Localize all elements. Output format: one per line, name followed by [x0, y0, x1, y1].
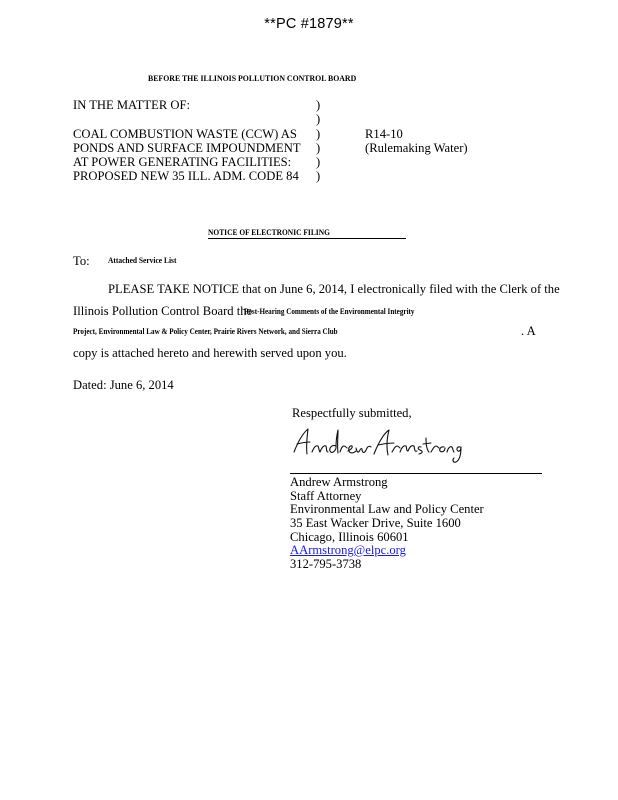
- closing-text: Respectfully submitted,: [292, 406, 412, 420]
- handwritten-signature: [290, 424, 465, 464]
- email-link[interactable]: AArmstrong@elpc.org: [290, 543, 406, 557]
- caption-paren: ): [316, 155, 321, 169]
- caption-line-5: AT POWER GENERATING FACILITIES:: [73, 155, 292, 169]
- filing-title-part-1: Post-Hearing Comments of the Environmental Integrity: [244, 307, 415, 316]
- notice-paragraph-line-4: copy is attached hereto and herewith served upon you.: [73, 346, 347, 360]
- caption-paren: ): [316, 112, 321, 126]
- notice-title: NOTICE OF ELECTRONIC FILING: [208, 228, 330, 237]
- title-underline: [208, 238, 406, 239]
- to-value: Attached Service List: [108, 256, 177, 265]
- signer-title: Staff Attorney: [290, 489, 362, 503]
- pc-number: **PC #1879**: [264, 16, 354, 32]
- address-line-1: 35 East Wacker Drive, Suite 1600: [290, 516, 461, 530]
- signer-organization: Environmental Law and Policy Center: [290, 502, 484, 516]
- board-heading: BEFORE THE ILLINOIS POLLUTION CONTROL BOARD: [148, 73, 357, 83]
- notice-paragraph-line-3-end: . A: [521, 324, 536, 338]
- caption-line-4: PONDS AND SURFACE IMPOUNDMENT: [73, 141, 301, 155]
- notice-paragraph-line-2: Illinois Pollution Control Board the: [73, 304, 253, 318]
- caption-line-3: COAL COMBUSTION WASTE (CCW) AS: [73, 127, 297, 141]
- dated-line: Dated: June 6, 2014: [73, 378, 174, 392]
- notice-paragraph-line-1: PLEASE TAKE NOTICE that on June 6, 2014, I electronically filed with the Clerk of the: [108, 282, 560, 296]
- phone-number: 312-795-3738: [290, 557, 362, 571]
- signature-rule: [290, 473, 542, 474]
- caption-paren: ): [316, 169, 321, 183]
- filing-title-part-2: Project, Environmental Law & Policy Center, Prairie Rivers Network, and Sierra Club: [73, 327, 338, 336]
- address-line-2: Chicago, Illinois 60601: [290, 530, 409, 544]
- docket-number: R14-10: [365, 127, 403, 141]
- caption-line-6: PROPOSED NEW 35 ILL. ADM. CODE 84: [73, 169, 299, 183]
- caption-line-1: IN THE MATTER OF:: [73, 98, 190, 112]
- signer-name: Andrew Armstrong: [290, 475, 388, 489]
- to-label: To:: [73, 254, 90, 268]
- docket-type: (Rulemaking Water): [365, 141, 468, 155]
- caption-paren: ): [316, 98, 321, 112]
- caption-paren: ): [316, 141, 321, 155]
- caption-paren: ): [316, 127, 321, 141]
